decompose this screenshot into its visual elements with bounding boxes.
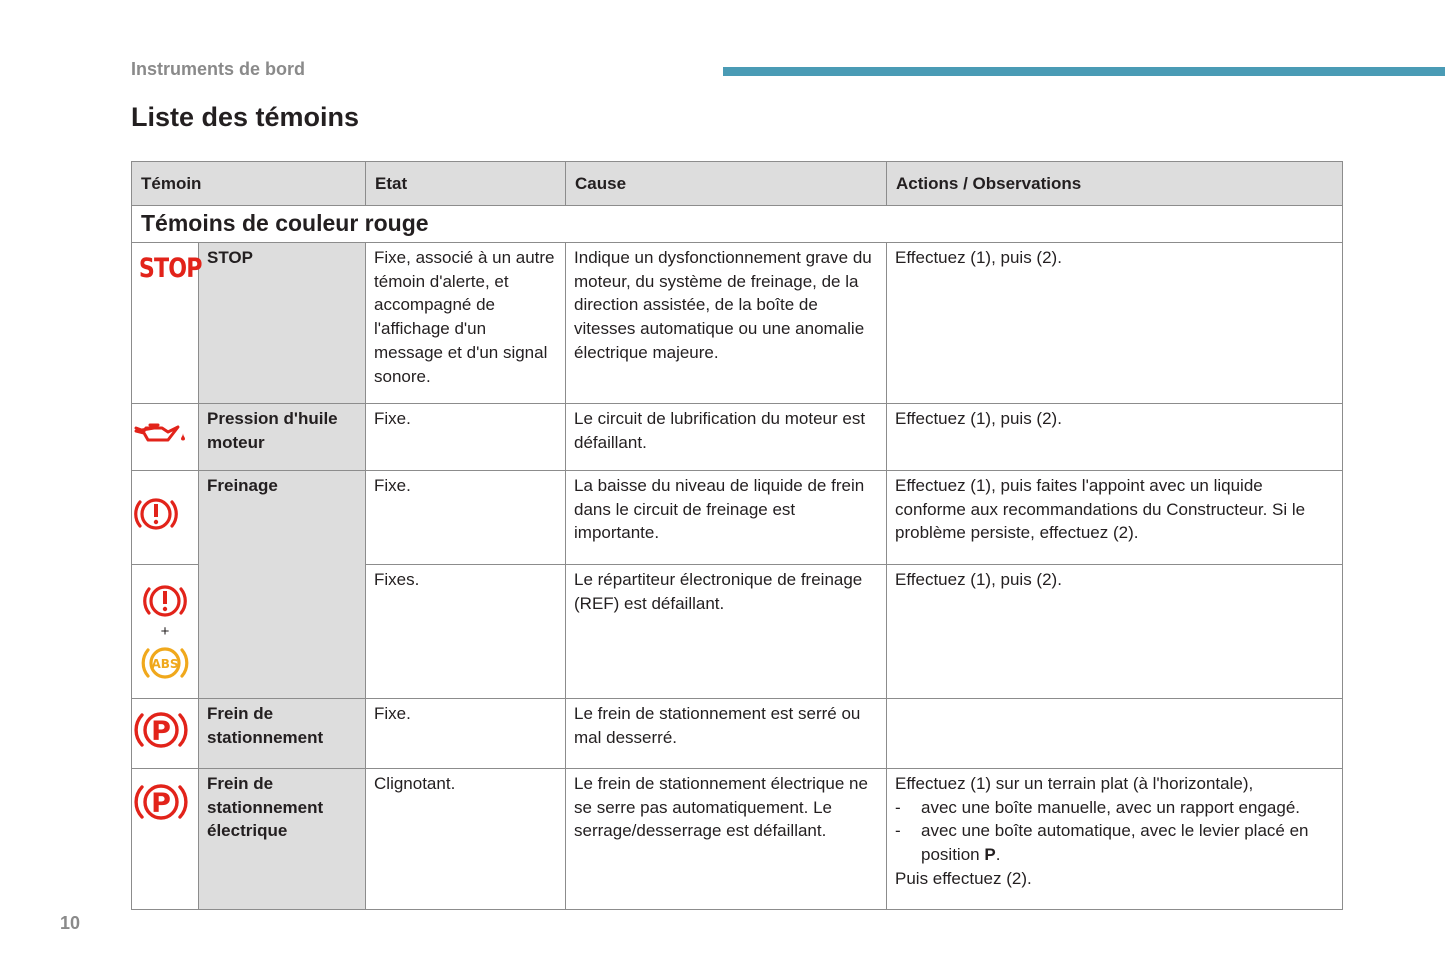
- svg-text:P: P: [151, 716, 171, 748]
- action-bullet: - avec une boîte automatique, avec le levier placé en position P.: [895, 821, 1309, 865]
- table-header-row: [132, 162, 1343, 206]
- column-header-actions: Actions / Observations: [887, 162, 1343, 206]
- section-row: [132, 206, 1343, 243]
- witness-cause: Indique un dysfonctionnement grave du moteur, du système de freinage, de la direction assistée, de la boîte de vitesses automatique ou une anomalie électrique majeure.: [566, 243, 887, 404]
- witness-action: [887, 769, 1343, 910]
- page-number: 10: [60, 913, 81, 933]
- icon-cell: [132, 769, 199, 910]
- witness-name: Frein de stationnement: [199, 699, 366, 769]
- abs-warning-icon: [139, 643, 191, 683]
- icon-cell: [132, 699, 199, 769]
- witness-state: Fixes.: [366, 565, 566, 699]
- witness-cause: Le frein de stationnement est serré ou mal desserré.: [566, 699, 887, 769]
- witness-action: Effectuez (1), puis (2).: [887, 565, 1343, 699]
- witness-cause: Le frein de stationnement électrique ne se serre pas automatiquement. Le serrage/desserrage est défaillant.: [566, 769, 887, 910]
- action-outro: Puis effectuez (2).: [895, 868, 1032, 888]
- witness-state: Fixe.: [366, 404, 566, 471]
- witness-cause: La baisse du niveau de liquide de frein dans le circuit de freinage est importante.: [566, 471, 887, 565]
- stop-warning-icon: STOP: [138, 253, 202, 284]
- svg-text:P: P: [151, 788, 171, 819]
- electric-parking-brake-icon: [132, 779, 190, 825]
- witness-state: Fixe, associé à un autre témoin d'alerte, et accompagné de l'affichage d'un message et d'un signal sonore.: [366, 243, 566, 404]
- header-accent-bar: [723, 67, 1445, 76]
- witness-action: Effectuez (1), puis (2).: [887, 243, 1343, 404]
- table-row: [132, 699, 1343, 769]
- brake-warning-icon: [141, 581, 189, 621]
- parking-brake-icon: [132, 707, 190, 753]
- witness-action: [887, 699, 1343, 769]
- section-title: Instruments de bord: [131, 59, 306, 79]
- action-intro: Effectuez (1) sur un terrain plat (à l'horizontale),: [895, 774, 1254, 793]
- icon-cell: [132, 471, 199, 565]
- witness-name: Pression d'huile moteur: [199, 404, 366, 471]
- witness-state: Clignotant.: [366, 769, 566, 910]
- witness-state: Fixe.: [366, 699, 566, 769]
- plus-sign: +: [160, 622, 170, 640]
- icon-cell: [132, 404, 199, 471]
- page-title: Liste des témoins: [131, 102, 360, 132]
- table-row: [132, 769, 1343, 910]
- witness-state: Fixe.: [366, 471, 566, 565]
- witness-name: STOP: [199, 243, 366, 404]
- table-row: [132, 243, 1343, 404]
- brake-warning-icon: [132, 494, 180, 534]
- witness-name: Freinage: [199, 471, 366, 699]
- witness-action: Effectuez (1), puis (2).: [887, 404, 1343, 471]
- column-header-etat: Etat: [366, 162, 566, 206]
- icon-cell: [132, 243, 202, 404]
- column-header-cause: Cause: [566, 162, 887, 206]
- svg-text:ABS: ABS: [151, 656, 179, 671]
- witness-action: Effectuez (1), puis faites l'appoint avec un liquide conforme aux recommandations du Constructeur. Si le problème persiste, effectuez (2).: [887, 471, 1343, 565]
- witness-name: Frein de stationnement électrique: [199, 769, 366, 910]
- section-heading: Témoins de couleur rouge: [132, 206, 1343, 243]
- table-row: [132, 404, 1343, 471]
- table-row: [132, 471, 1343, 565]
- warning-lights-table: [131, 161, 1343, 910]
- action-bullet: - avec une boîte manuelle, avec un rapport engagé.: [895, 797, 1301, 817]
- witness-cause: Le répartiteur électronique de freinage (REF) est défaillant.: [566, 565, 887, 699]
- witness-cause: Le circuit de lubrification du moteur est défaillant.: [566, 404, 887, 471]
- oil-can-icon: [132, 419, 186, 449]
- column-header-temoin: Témoin: [132, 162, 366, 206]
- icon-cell: [132, 565, 199, 699]
